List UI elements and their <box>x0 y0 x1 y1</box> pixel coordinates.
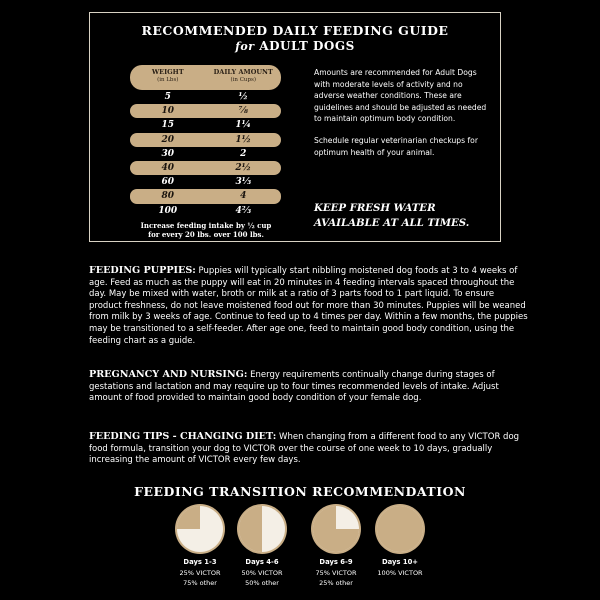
weight-cell: 100 <box>158 205 178 216</box>
feeding-guide-box <box>89 12 501 242</box>
pie-victor-portion <box>239 506 262 552</box>
section-body: When changing from a different food to any VICTOR dog food formula, transition your dog to VICTOR over the course of one week to 10 days, gradually increasing the amount of VICTOR every few days. <box>89 432 520 466</box>
weight-cell: 30 <box>161 148 175 159</box>
transition-victor: 25% VICTOR <box>179 568 221 577</box>
amount-cell: 1½ <box>235 134 252 145</box>
table-row <box>130 133 281 147</box>
guide-subtitle-for: for <box>235 40 255 53</box>
amount-cell: 4 <box>240 191 247 202</box>
pie-victor-portion <box>177 506 200 529</box>
weight-cell: 15 <box>161 120 175 131</box>
transition-pie <box>373 502 427 556</box>
guide-paragraph-1: Amounts are recommended for Adult Dogs with moderate levels of activity and no adverse weather conditions. These are guidelines and should be adjusted as needed to maintain optimum body condition. <box>314 68 487 124</box>
pregnancy-section <box>89 369 529 405</box>
weight-cell: 60 <box>161 177 175 188</box>
table-row <box>130 161 281 175</box>
transition-other: 25% other <box>319 579 353 587</box>
amount-unit: (in Cups) <box>230 76 256 83</box>
transition-label <box>222 557 302 589</box>
feeding-puppies-section <box>89 265 529 347</box>
weight-cell: 20 <box>161 134 175 145</box>
amount-cell: 2½ <box>235 163 252 174</box>
guide-title: RECOMMENDED DAILY FEEDING GUIDE <box>141 23 449 38</box>
weight-unit: (in Lbs) <box>157 76 179 83</box>
table-row <box>130 118 281 132</box>
transition-days: Days 10+ <box>381 558 418 566</box>
section-heading: FEEDING TIPS - CHANGING DIET: <box>89 431 277 442</box>
section-body: Puppies will typically start nibbling moistened dog foods at 3 to 4 weeks of age. Feed as much as the puppy will eat in 20 minutes in 4 feeding intervals spaced throughout the day. May be mixed with water, broth or milk at a ratio of 3 parts food to 1 part liquid. To ensure product freshness, do not leave moistened food out for more than 30 minutes. Puppies will be weaned from milk by 3 weeks of age. Continue to feed up to 4 times per day. Within a few months, the puppies may be transitioned to a self-feeder. After age one, feed to maintain good body condition, using the feeding chart as a guide. <box>89 266 528 346</box>
transition-pie <box>309 502 363 556</box>
table-row <box>130 204 281 218</box>
weight-cell: 10 <box>161 106 175 117</box>
table-row <box>130 104 281 118</box>
pie-victor-portion <box>377 506 423 552</box>
table-note-line-1: Increase feeding intake by ½ cup <box>140 221 272 230</box>
guide-subtitle-main: ADULT DOGS <box>259 39 355 53</box>
amount-cell: 3⅓ <box>235 177 252 188</box>
section-heading: FEEDING PUPPIES: <box>89 265 196 276</box>
table-row <box>130 147 281 161</box>
table-note <box>120 221 292 239</box>
transition-pie <box>235 502 289 556</box>
transition-label <box>360 557 440 578</box>
transition-days: Days 6-9 <box>319 558 353 566</box>
table-row <box>130 189 281 203</box>
weight-header: WEIGHT (in Lbs) <box>130 65 206 90</box>
weight-cell: 80 <box>161 191 175 202</box>
guide-notes <box>314 67 494 168</box>
fresh-water-note: KEEP FRESH WATER AVAILABLE AT ALL TIMES. <box>314 202 470 229</box>
amount-cell: 2 <box>240 148 247 159</box>
amount-cell: 1¼ <box>235 120 252 131</box>
feeding-tips-section <box>89 431 529 467</box>
weight-cell: 40 <box>161 163 175 174</box>
guide-paragraph-2: Schedule regular veterinarian checkups for optimum health of your animal. <box>314 135 478 157</box>
transition-other: 50% other <box>245 579 279 587</box>
table-note-line-2: for every 20 lbs. over 100 lbs. <box>148 230 264 239</box>
transition-victor: 100% VICTOR <box>377 568 423 577</box>
amount-cell: ⅞ <box>238 106 248 117</box>
amount-header: DAILY AMOUNT (in Cups) <box>206 65 282 90</box>
guide-subtitle <box>90 39 500 53</box>
feeding-table <box>130 65 281 218</box>
transition-other: 75% other <box>183 579 217 587</box>
table-header <box>130 65 281 90</box>
section-body: Energy requirements continually change during stages of gestations and lactation and may require up to four times recommended levels of intake. Adjust amount of food provided to maintain good body condition of your female dog. <box>89 370 499 404</box>
table-row <box>130 175 281 189</box>
weight-cell: 5 <box>164 92 171 103</box>
table-row <box>130 90 281 104</box>
transition-title: FEEDING TRANSITION RECOMMENDATION <box>134 484 466 499</box>
transition-pie <box>173 502 227 556</box>
table-rows <box>130 90 281 218</box>
transition-days: Days 1-3 <box>183 558 217 566</box>
transition-victor: 75% VICTOR <box>315 568 357 577</box>
section-heading: PREGNANCY AND NURSING: <box>89 369 248 380</box>
amount-cell: 4⅔ <box>235 205 252 216</box>
transition-days: Days 4-6 <box>245 558 279 566</box>
amount-cell: ½ <box>238 92 248 103</box>
transition-victor: 50% VICTOR <box>241 568 283 577</box>
